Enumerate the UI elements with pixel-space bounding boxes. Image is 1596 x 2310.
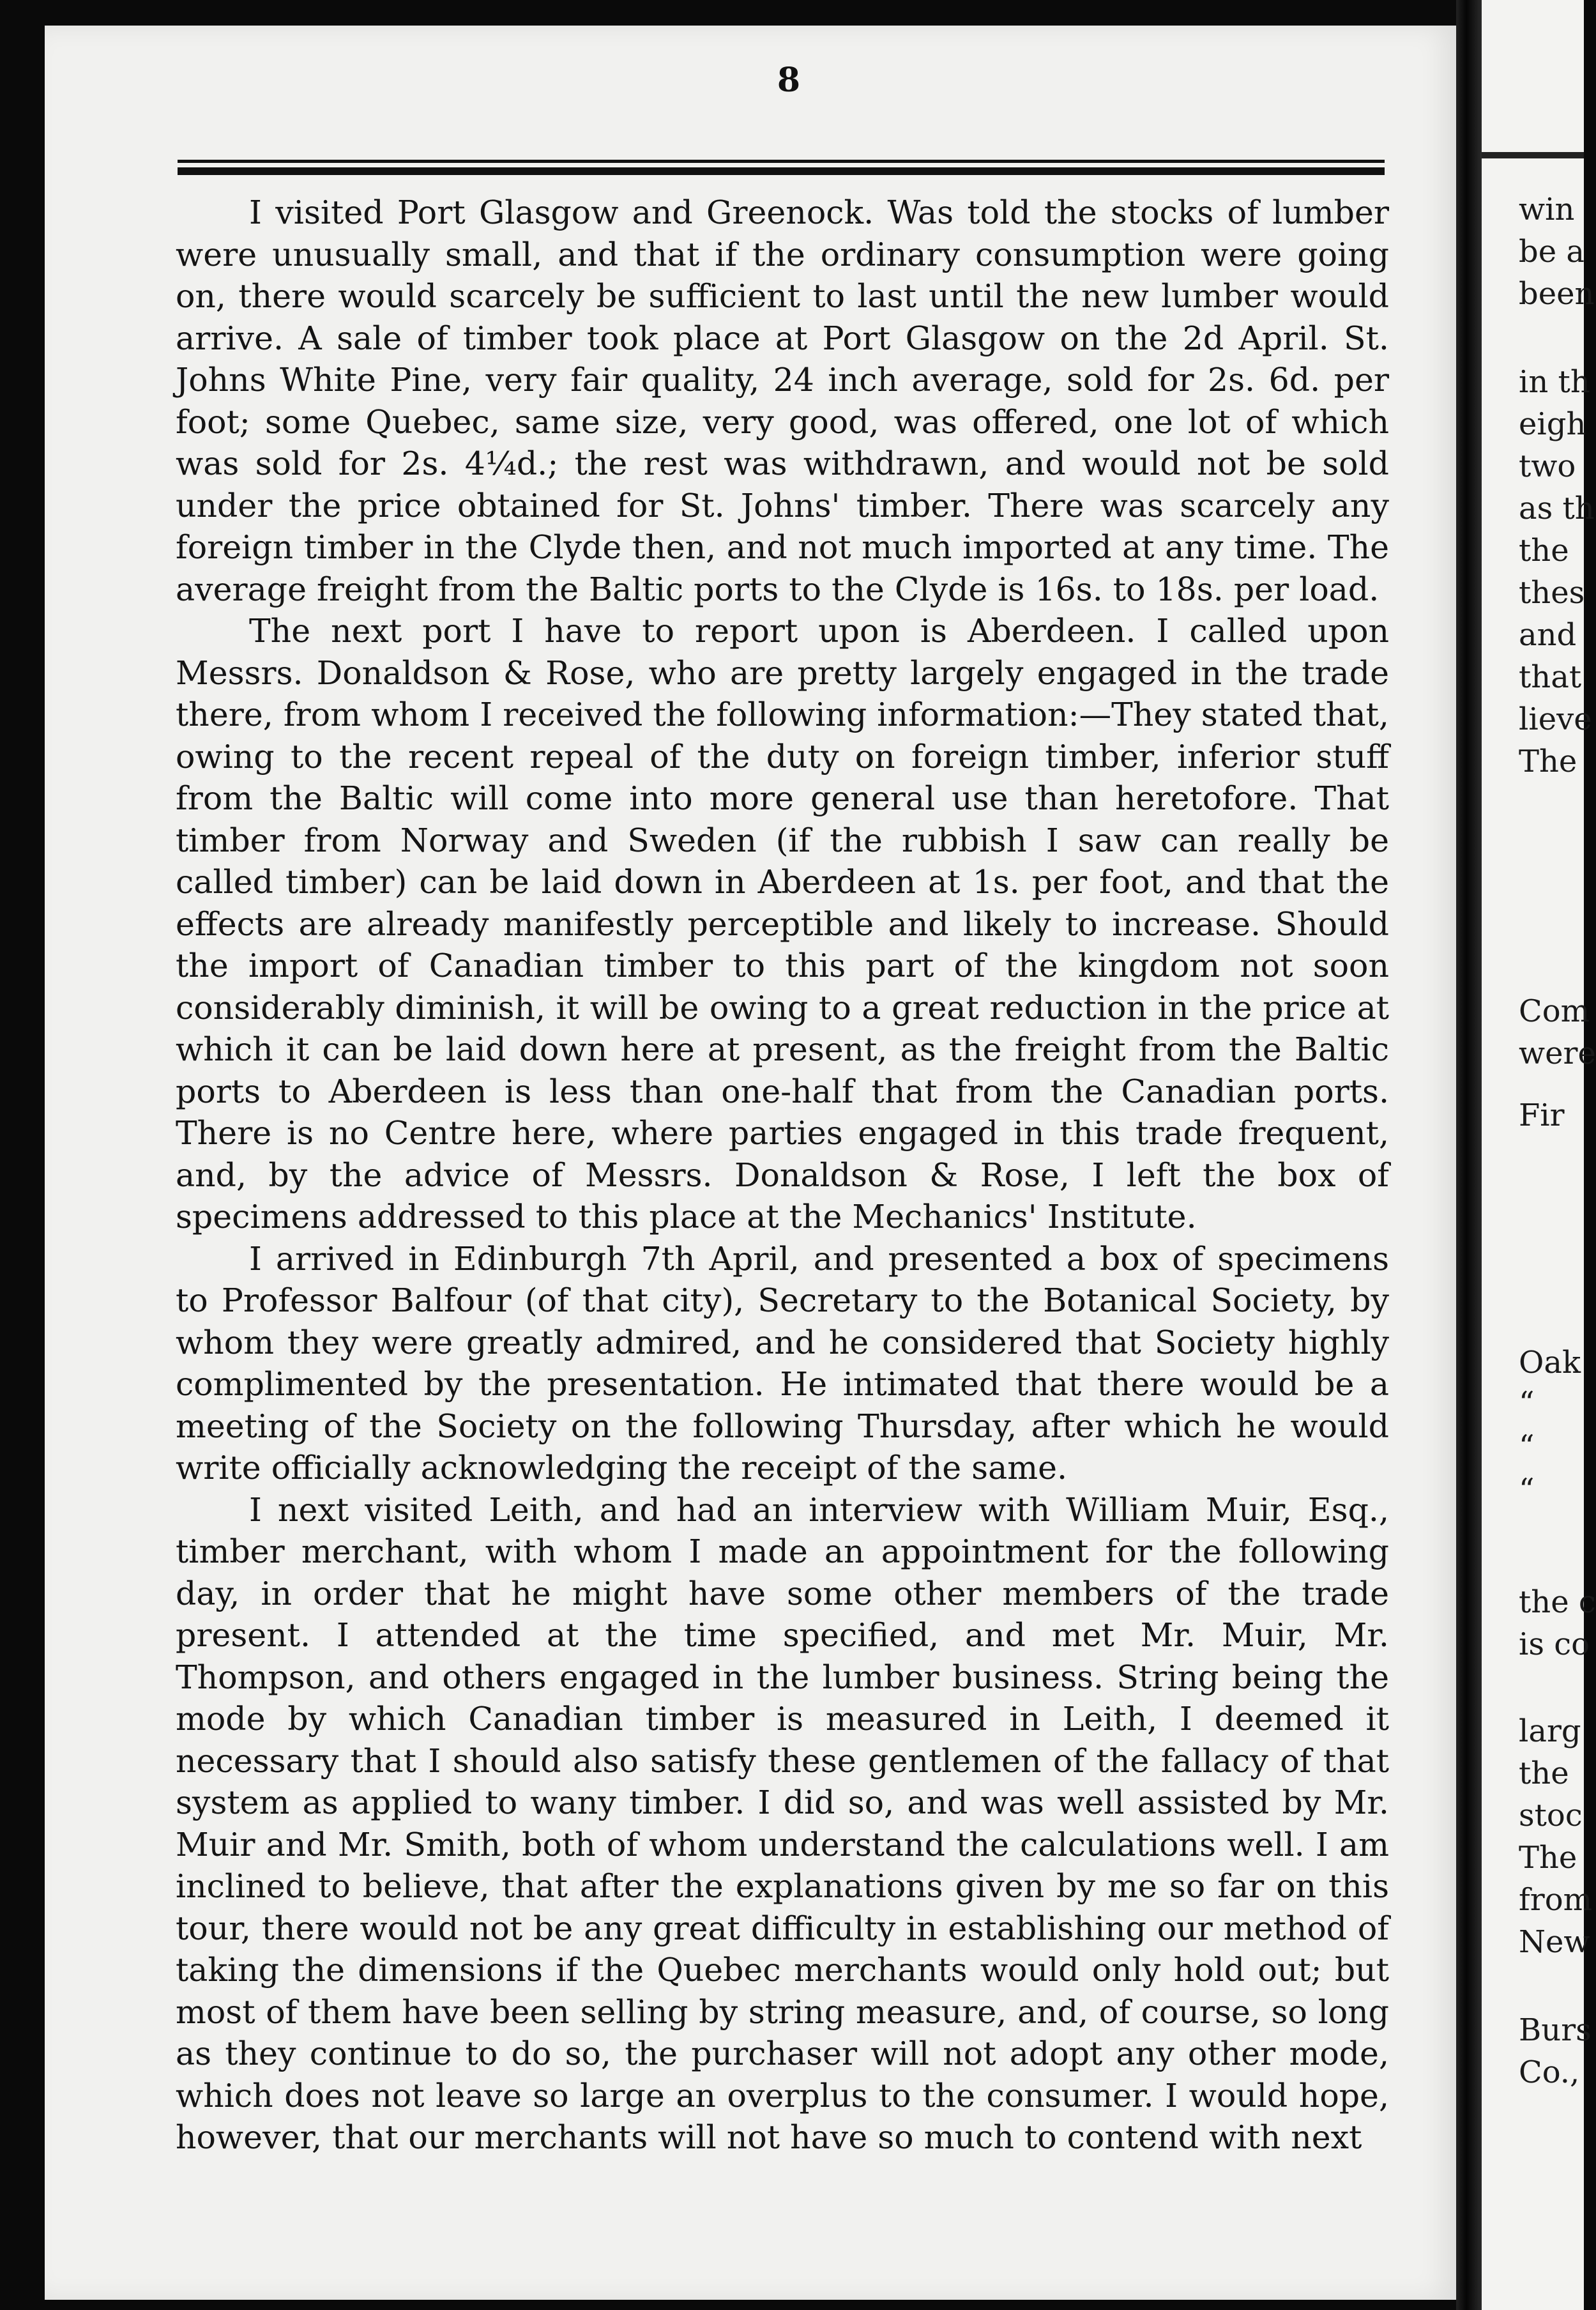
- facing-page-fragment: Burs: [1519, 2012, 1592, 2048]
- facing-page-rule: [1482, 152, 1584, 158]
- facing-page-fragment: from: [1519, 1882, 1593, 1918]
- facing-page-fragment: thes: [1519, 575, 1585, 611]
- paragraph-edinburgh: I arrived in Edinburgh 7th April, and presented a box of specimens to Professor Balfour (of that city), Secretary to the Botanical Society, by whom they were greatly admired, and he considered that Society highly complimented by the presentation. He intimated that there would be a meeting of the Society on the following Thursday, after which he would write officially acknowledging the receipt of the same.: [176, 1239, 1389, 1487]
- facing-page-fragment: “: [1519, 1472, 1535, 1508]
- facing-page-fragment: as th: [1519, 491, 1595, 526]
- facing-page-fragment: the: [1519, 533, 1569, 569]
- facing-page-edge: [1482, 0, 1596, 2310]
- facing-page-fragment: be a: [1519, 234, 1585, 270]
- facing-page-fragment: win: [1519, 192, 1575, 227]
- header-rule-thin: [178, 160, 1385, 163]
- paragraph-leith: I next visited Leith, and had an interview with William Muir, Esq., timber merchant, with whom I made an appointment for the following day, in order that he might have some other members of the trade present. I attended at the time specified, and met Mr. Muir, Mr. Thompson, and others engaged in the lumber business. String being the mode by which Canadian timber is measured in Leith, I deemed it necessary that I should also satisfy these gentlemen of the fallacy of that system as applied to wany timber. I did so, and was well assisted by Mr. Muir and Mr. Smith, both of whom understand the calculations well. I am inclined to believe, that after the explanations given by me so far on this tour, there would not be any great difficulty in establishing our method of taking the dimensions if the Quebec merchants would only hold out; but most of them have been selling by string measure, and, of course, so long as they continue to do so, the purchaser will not adopt any other mode, which does not leave so large an overplus to the consumer. I would hope, however, that our merchants will not have so much to contend with next: [176, 1490, 1389, 2156]
- facing-page-fragment: been: [1519, 276, 1595, 312]
- page-number: 8: [777, 61, 801, 100]
- facing-page-fragment: “: [1519, 1385, 1535, 1421]
- facing-page-fragment: two: [1519, 448, 1576, 484]
- facing-page-fragment: The: [1519, 744, 1577, 779]
- facing-page-fragment: larg: [1519, 1713, 1581, 1749]
- facing-page-fragment: Fir: [1519, 1098, 1565, 1133]
- facing-page-fragment: stoc: [1519, 1798, 1583, 1833]
- facing-page-fragment: “: [1519, 1428, 1535, 1464]
- header-rule: [178, 160, 1385, 178]
- facing-page-fragment: were: [1519, 1036, 1596, 1071]
- header-rule-thick: [178, 167, 1385, 175]
- facing-page-fragment: and: [1519, 617, 1577, 653]
- paragraph-aberdeen: The next port I have to report upon is Aberdeen. I called upon Messrs. Donaldson & Rose, who are pretty largely engaged in the trade there, from whom I received the following information:—They stated that, owing to the recent repeal of the duty on foreign timber, inferior stuff from the Baltic will come into more general use than heretofore. That timber from Norway and Sweden (if the rubbish I saw can really be called timber) can be laid down in Aberdeen at 1s. per foot, and that the effects are already manifestly perceptible and likely to increase. Should the import of Canadian timber to this part of the kingdom not soon considerably diminish, it will be owing to a great reduction in the price at which it can be laid down here at present, as the freight from the Baltic ports to Aberdeen is less than one-half that from the Canadian ports. There is no Centre here, where parties engaged in this trade frequent, and, by the advice of Messrs. Donaldson & Rose, I left the box of specimens addressed to this place at the Mechanics' Institute.: [176, 612, 1389, 1235]
- facing-page-fragment: is co: [1519, 1626, 1590, 1662]
- page-gutter: [1456, 0, 1482, 2310]
- body-text: [176, 192, 1389, 2156]
- facing-page-fragment: Co.,: [1519, 2054, 1580, 2090]
- facing-page-fragment: Oak: [1519, 1345, 1581, 1381]
- facing-page-fragment: in th: [1519, 364, 1590, 400]
- facing-page-fragment: New: [1519, 1924, 1590, 1960]
- facing-page-fragment: The: [1519, 1840, 1577, 1876]
- facing-page-fragment: Com: [1519, 993, 1590, 1029]
- facing-page-fragment: that: [1519, 659, 1582, 695]
- facing-page-fragment: the c: [1519, 1584, 1596, 1620]
- facing-page-fragment: the: [1519, 1755, 1569, 1791]
- paragraph-port-glasgow: I visited Port Glasgow and Greenock. Was told the stocks of lumber were unusually small, and that if the ordinary consumption were going on, there would scarcely be sufficient to last until the new lumber would arrive. A sale of timber took place at Port Glasgow on the 2d April. St. Johns White Pine, very fair quality, 24 inch average, sold for 2s. 6d. per foot; some Quebec, same size, very good, was offered, one lot of which was sold for 2s. 4¼d.; the rest was withdrawn, and would not be sold under the price obtained for St. Johns' timber. There was scarcely any foreign timber in the Clyde then, and not much imported at any time. The average freight from the Baltic ports to the Clyde is 16s. to 18s. per load.: [176, 194, 1389, 608]
- facing-page-fragment: lieve: [1519, 701, 1592, 737]
- facing-page-fragment: eigh: [1519, 406, 1586, 442]
